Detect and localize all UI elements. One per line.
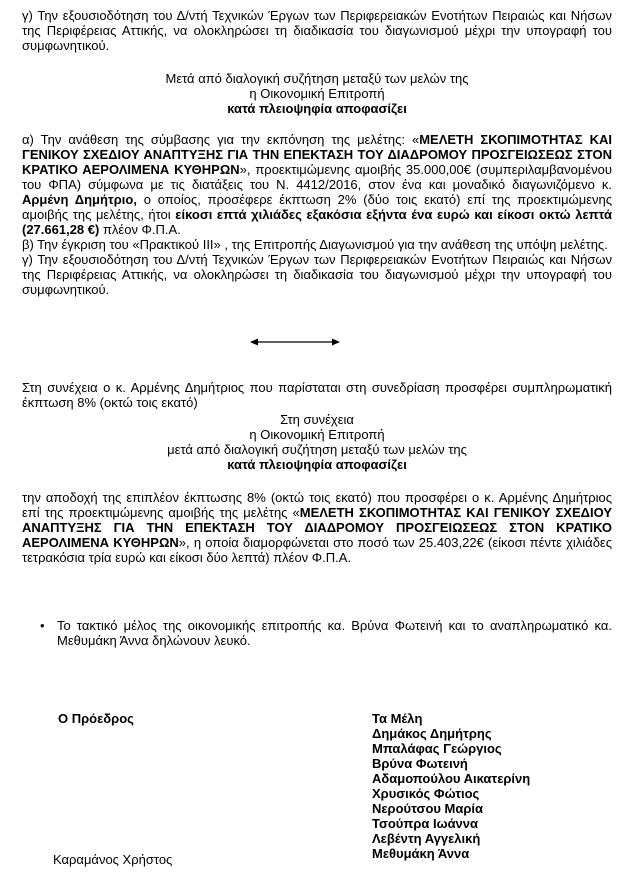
bullet-icon: • — [40, 618, 45, 633]
accept-text — [22, 490, 612, 565]
member-name: Λεβέντη Αγγελική — [372, 831, 481, 846]
alpha-part5: ο οποίος, προσέφερε έκπτωση 2% (δύο τοις εκατό) επί της προεκτιμώμενης αμοιβής της μελέτης, ήτοι — [22, 192, 612, 222]
decision1-line2: η Οικονομική Επιτροπή — [249, 86, 385, 101]
member-name: Δημάκος Δημήτρης — [372, 726, 492, 741]
decision-heading-1 — [22, 71, 612, 116]
gamma2-text: γ) Την εξουσιοδότηση του Δ/ντή Τεχνικών Έργων των Περιφερειακών Ενοτήτων Πειραιώς και Νήσων της Περιφέρειας Αττικής, να ολοκληρώσει τη διαδικασία του διαγωνισμού μέχρι την υπογραφή του συμφωνητικού. — [22, 252, 612, 297]
member-name: Αδαμοπούλου Αικατερίνη — [372, 771, 531, 786]
member-name: Χρυσικός Φώτιος — [372, 786, 480, 801]
alpha-part3: », προεκτιμώμενης αμοιβής 35.000,00€ (συμπεριλαμβανομένου του ΦΠΑ) σύμφωνα με τις διατάξεις του Ν. 4412/2016, στον ένα και μοναδικό διαγωνιζόμενο κ. — [22, 162, 612, 192]
alpha-text — [22, 132, 612, 237]
alpha-part1: α) Την ανάθεση της σύμβασης για την εκπόνηση της μελέτης: « — [22, 132, 420, 147]
decision2-line4: κατά πλειοψηφία αποφασίζει — [227, 457, 407, 472]
bullet-text: Το τακτικό μέλος της οικονομικής επιτροπής κα. Βρύνα Φωτεινή και το αναπληρωματικό κα. Μεθυμάκη Άννα δηλώνουν λευκό. — [57, 618, 612, 648]
member-name: Τσούπρα Ιωάννα — [372, 816, 479, 831]
accept-part1: την αποδοχή της επιπλέον έκπτωσης 8% (οκτώ τοις εκατό) που προσφέρει ο κ. Αρμένης Δημήτριος επί της προεκτιμώμενης αμοιβής της μελέτης « — [22, 490, 612, 520]
alpha-contractor: Αρμένη Δημήτριο, — [22, 192, 137, 207]
member-name: Βρύνα Φωτεινή — [372, 756, 468, 771]
members-list — [372, 711, 530, 861]
decision2-line3: μετά από διαλογική συζήτηση μεταξύ των μελών της — [167, 442, 467, 457]
member-name: Μεθυμάκη Άννα — [372, 846, 470, 861]
alpha-study-title: ΜΕΛΕΤΗ ΣΚΟΠΙΜΟΤΗΤΑΣ ΚΑΙ ΓΕΝΙΚΟΥ ΣΧΕΔΙΟΥ ΑΝΑΠΤΥΞΗΣ ΓΙΑ ΤΗΝ ΕΠΕΚΤΑΣΗ ΤΟΥ ΔΙΑΔΡΟΜΟΥ ΠΡΟΣΓΕΙΩΣΕΩΣ ΣΤΟΝ ΚΡΑΤΙΚΟ ΑΕΡΟΛΙΜΕΝΑ ΚΥΘΗΡΩΝ — [22, 132, 612, 177]
beta-text: β) Την έγκριση του «Πρακτικού ΙΙΙ» , της Επιτροπής Διαγωνισμού για την ανάθεση της υπόψη μελέτης. — [22, 237, 608, 252]
offer-paragraph — [22, 380, 612, 410]
member-name: Νερούτσου Μαρία — [372, 801, 484, 816]
accept-study-title: ΜΕΛΕΤΗ ΣΚΟΠΙΜΟΤΗΤΑΣ ΚΑΙ ΓΕΝΙΚΟΥ ΣΧΕΔΙΟΥ ΑΝΑΠΤΥΞΗΣ ΓΙΑ ΤΗΝ ΕΠΕΚΤΑΣΗ ΤΟΥ ΔΙΑΔΡΟΜΟΥ ΠΡΟΣΓΕΙΩΣΕΩΣ ΣΤΟΝ ΚΡΑΤΙΚΟ ΑΕΡΟΛΙΜΕΝΑ ΚΥΘΗΡΩΝ — [22, 505, 612, 550]
decision1-line3: κατά πλειοψηφία αποφασίζει — [227, 101, 407, 116]
alpha-paragraph — [22, 132, 612, 297]
alpha-amount: είκοσι επτά χιλιάδες εξακόσια εξήντα ένα ευρώ και είκοσι οκτώ λεπτά (27.661,28 €) — [22, 207, 613, 237]
offer-text: Στη συνέχεια ο κ. Αρμένης Δημήτριος που παρίσταται στη συνεδρίαση προσφέρει συμπληρωματική έκπτωση 8% (οκτώ τοις εκατό) — [22, 380, 612, 410]
decision2-line1: Στη συνέχεια — [280, 412, 354, 427]
gamma-paragraph-top — [22, 8, 612, 53]
decision2-line2: η Οικονομική Επιτροπή — [249, 427, 385, 442]
president-name: Καραμάνος Χρήστος — [53, 852, 173, 867]
decision-heading-2 — [22, 412, 612, 472]
members-title: Τα Μέλη — [372, 711, 423, 726]
acceptance-paragraph — [22, 490, 612, 565]
president-title: Ο Πρόεδρος — [58, 711, 134, 726]
accept-part3: », η οποία διαμορφώνεται στο ποσό των 25.403,22€ (είκοσι πέντε χιλιάδες τετρακόσια τρία ευρώ και είκοσι δύο λεπτά) πλέον Φ.Π.Α. — [22, 535, 612, 565]
double-arrow-icon — [250, 337, 340, 347]
gamma-top-text: γ) Την εξουσιοδότηση του Δ/ντή Τεχνικών Έργων των Περιφερειακών Ενοτήτων Πειραιώς και Νήσων της Περιφέρειας Αττικής, να ολοκληρώσει τη διαδικασία του διαγωνισμού μέχρι την υπογραφή του συμφωνητικού. — [22, 8, 612, 53]
decision1-line1: Μετά από διαλογική συζήτηση μεταξύ των μελών της — [165, 71, 469, 86]
alpha-part7: πλέον Φ.Π.Α. — [99, 222, 181, 237]
member-name: Μπαλάφας Γεώργιος — [372, 741, 502, 756]
